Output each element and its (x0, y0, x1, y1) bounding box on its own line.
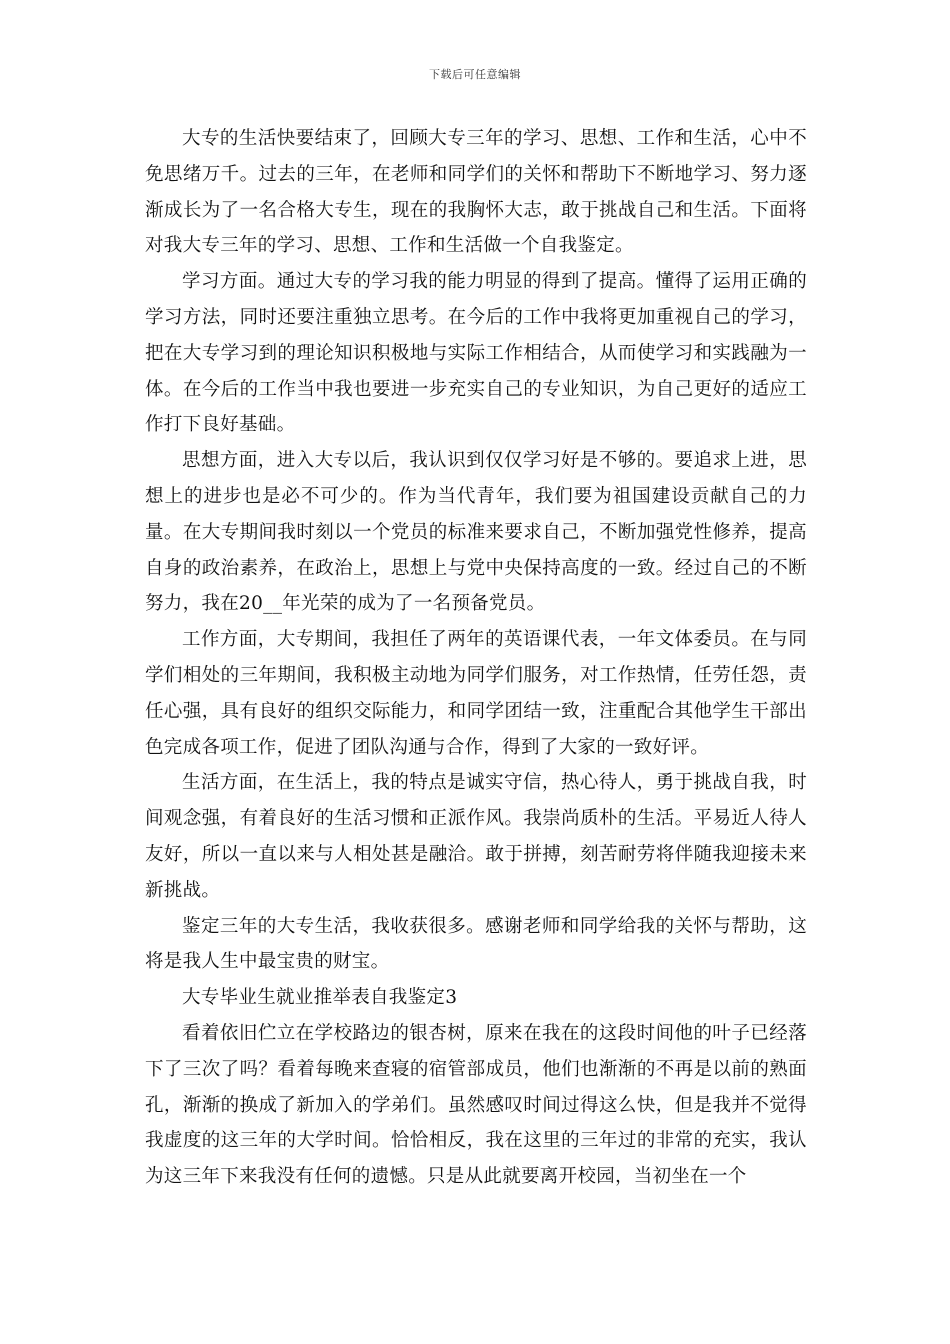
page-header: 下载后可任意编辑 (429, 68, 521, 81)
study-paragraph: 学习方面。通过大专的学习我的能力明显的得到了提高。懂得了运用正确的学习方法，同时还要注重独立思考。在今后的工作中我将更加重视自己的学习，把在大专学习到的理论知识积极地与实际工作相结合，从而使学习和实践融为一体。在今后的工作当中我也要进一步充实自己的专业知识，为自己更好的适应工作打下良好基础。 (145, 271, 807, 436)
section-title: 大专毕业生就业推举表自我鉴定3 (182, 987, 458, 1009)
life-paragraph: 生活方面，在生活上，我的特点是诚实守信，热心待人，勇于挑战自我，时间观念强，有着良好的生活习惯和正派作风。我崇尚质朴的生活。平易近人待人友好，所以一直以来与人相处甚是融洽。敢于拼搏，刻苦耐劳将伴随我迎接未来新挑战。 (145, 772, 807, 901)
intro-paragraph: 大专的生活快要结束了，回顾大专三年的学习、思想、工作和生活，心中不免思绪万千。过去的三年，在老师和同学们的关怀和帮助下不断地学习、努力逐渐成长为了一名合格大专生，现在的我胸怀大志，敢于挑战自己和生活。下面将对我大专三年的学习、思想、工作和生活做一个自我鉴定。 (145, 128, 807, 257)
summary-paragraph: 鉴定三年的大专生活，我收获很多。感谢老师和同学给我的关怀与帮助，这将是我人生中最宝贵的财宝。 (145, 915, 807, 973)
document-body (145, 121, 807, 1195)
section3-paragraph: 看着依旧伫立在学校路边的银杏树，原来在我在的这段时间他的叶子已经落下了三次了吗？看着每晚来查寝的宿管部成员，他们也渐渐的不再是以前的熟面孔，渐渐的换成了新加入的学弟们。虽然感叹时间过得这么快，但是我并不觉得我虚度的这三年的大学时间。恰恰相反，我在这里的三年过的非常的充实，我认为这三年下来我没有任何的遗憾。只是从此就要离开校园，当初坐在一个 (145, 1022, 807, 1188)
thought-paragraph: 思想方面，进入大专以后，我认识到仅仅学习好是不够的。要追求上进，思想上的进步也是必不可少的。作为当代青年，我们要为祖国建设贡献自己的力量。在大专期间我时刻以一个党员的标准来要求自己，不断加强党性修养，提高自身的政治素养，在政治上，思想上与党中央保持高度的一致。经过自己的不断努力，我在20__年光荣的成为了一名预备党员。 (145, 450, 807, 615)
work-paragraph: 工作方面，大专期间，我担任了两年的英语课代表，一年文体委员。在与同学们相处的三年期间，我积极主动地为同学们服务，对工作热情，任劳任怨，责任心强，具有良好的组织交际能力，和同学团结一致，注重配合其他学生干部出色完成各项工作，促进了团队沟通与合作，得到了大家的一致好评。 (145, 629, 807, 758)
